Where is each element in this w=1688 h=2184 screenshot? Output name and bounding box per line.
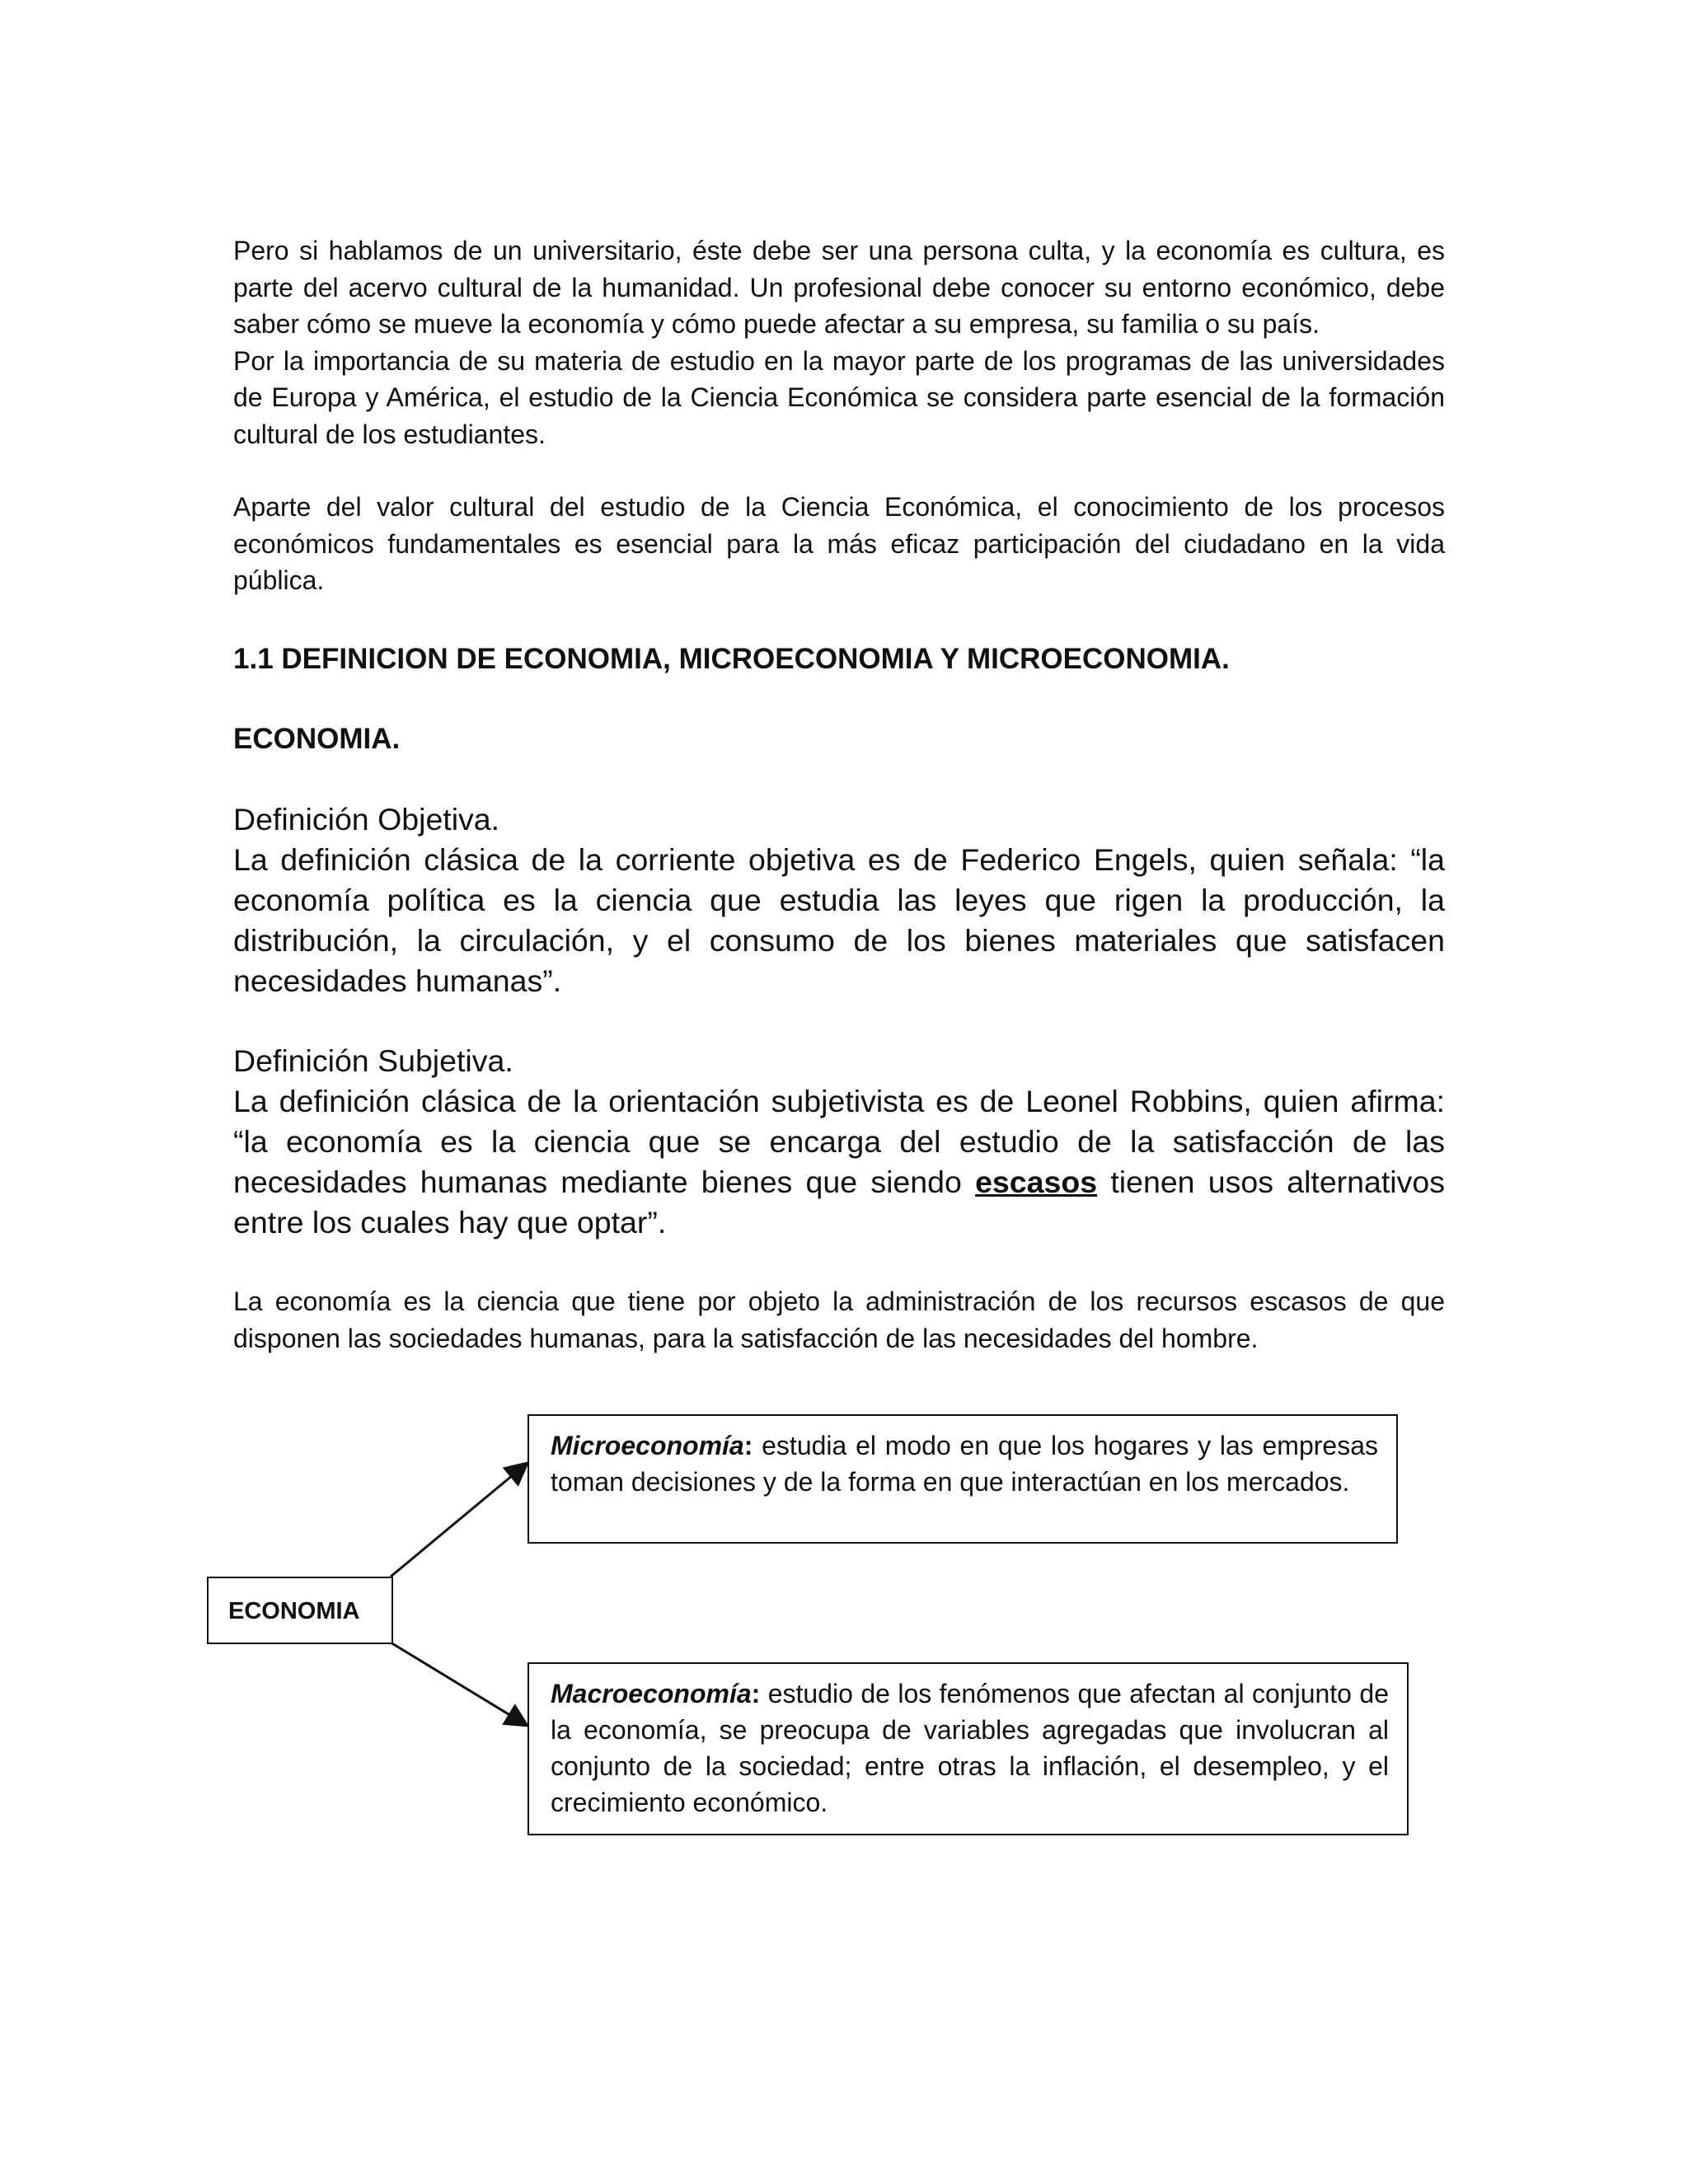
microeconomia-term: Microeconomía — [551, 1431, 744, 1460]
macroeconomia-box — [528, 1662, 1409, 1835]
economy-summary: La economía es la ciencia que tiene por objeto la administración de los recursos escasos de que disponen las sociedades humanas, para la satisfacción de las necesidades del hombre. — [233, 1286, 1445, 1353]
arrow-to-micro — [391, 1463, 528, 1577]
paragraph-importance: Por la importancia de su materia de estudio en la mayor parte de los programas de las universidades de Europa y América, el estudio de la Ciencia Económica se considera parte esencial de la formación cultural de los estudiantes. — [233, 345, 1445, 449]
subjective-definition — [233, 1041, 1445, 1243]
objective-text: La definición clásica de la corriente objetiva es de Federico Engels, quien señala: “la economía política es la ciencia que estudia las leyes que rigen la producción, la distribución, la circulación, y el consumo de los bienes materiales que satisfacen necesidades humanas”. — [233, 842, 1445, 998]
microeconomia-description: estudia el modo en que los hogares y las empresas toman decisiones y de la forma en que interactúan en los mercados. — [551, 1431, 1378, 1497]
macroeconomia-colon: : — [751, 1679, 761, 1708]
microeconomia-box — [528, 1414, 1398, 1544]
microeconomia-colon: : — [743, 1431, 753, 1460]
economia-box — [207, 1577, 393, 1644]
objective-definition — [233, 799, 1445, 1001]
section-heading: 1.1 DEFINICION DE ECONOMIA, MICROECONOMIA Y MICROECONOMIA. — [233, 643, 1230, 675]
subjective-text-start: La definición clásica de la orientación subjetivista es de Leonel Robbins, quien afirma: “la economía es la ciencia que se encarga del estudio de la satisfacción de las necesidades humanas mediante bienes que siendo — [233, 1084, 1445, 1199]
macroeconomia-text — [551, 1675, 1389, 1821]
subjective-text-end: tienen usos alternativos entre los cuales hay que optar”. — [233, 1165, 1445, 1240]
arrow-to-macro — [391, 1643, 528, 1726]
paragraph-civic-value: Aparte del valor cultural del estudio de la Ciencia Económica, el conocimiento de los procesos económicos fundamentales es esencial para la más eficaz participación del ciudadano en la vida pública. — [233, 492, 1445, 595]
subjective-title: Definición Subjetiva. — [233, 1043, 513, 1078]
intro-paragraph-block — [233, 232, 1445, 452]
macroeconomia-term: Macroeconomía — [551, 1679, 752, 1708]
escasos-emphasis: escasos — [975, 1165, 1098, 1199]
economia-subheading: ECONOMIA. — [233, 723, 401, 755]
microeconomia-text — [551, 1427, 1378, 1500]
paragraph-culture: Pero si hablamos de un universitario, éste debe ser una persona culta, y la economía es cultura, es parte del acervo cultural de la humanidad. Un profesional debe conocer su entorno económico, debe saber cómo se mueve la economía y cómo puede afectar a su empresa, su familia o su país. — [233, 236, 1445, 339]
objective-title: Definición Objetiva. — [233, 802, 500, 837]
economia-box-label: ECONOMIA — [228, 1598, 360, 1624]
subjective-text — [233, 1081, 1445, 1243]
macroeconomia-description: estudio de los fenómenos que afectan al conjunto de la economía, se preocupa de variables agregadas que involucran al conjunto de la sociedad; entre otras la inflación, el desempleo, y el crecimiento económico. — [551, 1679, 1389, 1817]
